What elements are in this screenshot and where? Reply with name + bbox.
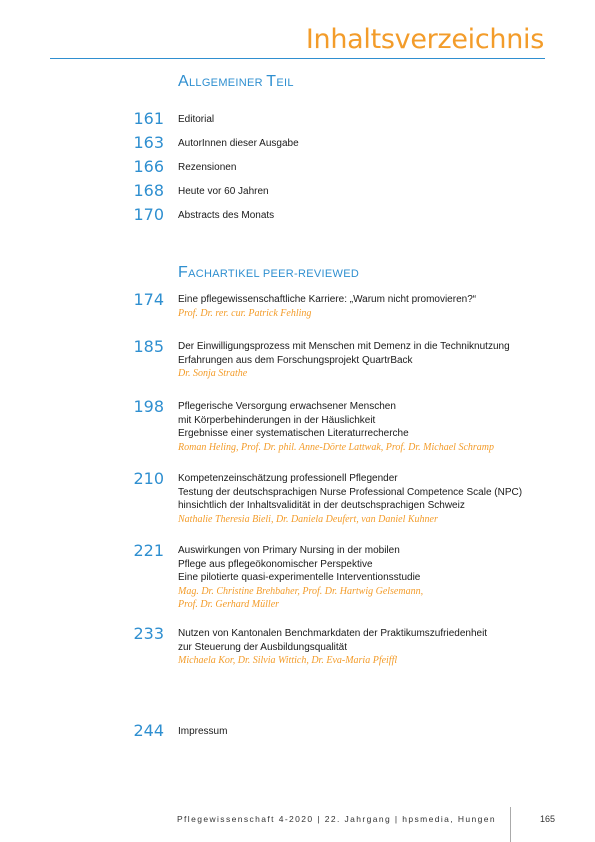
article-subtitle: Eine pilotierte quasi-experimentelle Interventionsstudie (178, 572, 421, 583)
article-subtitle: hinsichtlich der Inhaltsvalidität in der deutschsprachigen Schweiz (178, 500, 465, 511)
article-title: Der Einwilligungsprozess mit Menschen mit Demenz in die Techniknutzung (178, 341, 510, 352)
article-title: Auswirkungen von Primary Nursing in der mobilen (178, 545, 400, 556)
entry-title: Rezensionen (178, 162, 237, 173)
article-title: Kompetenzeinschätzung professionell Pflegender (178, 473, 398, 484)
entry-title: Editorial (178, 114, 215, 125)
page-number: 244 (133, 721, 164, 740)
article-title: Nutzen von Kantonalen Benchmarkdaten der Praktikumszufriedenheit (178, 628, 488, 639)
page-number: 170 (133, 205, 164, 224)
article-authors: Michaela Kor, Dr. Silvia Wittich, Dr. Eva-Maria Pfeiffl (178, 655, 398, 666)
page-number: 166 (133, 157, 164, 176)
article-subtitle: Testung der deutschsprachigen Nurse Professional Competence Scale (NPC) (178, 486, 523, 498)
page-number: 163 (133, 133, 164, 152)
page-number: 168 (133, 181, 164, 200)
article-authors: Mag. Dr. Christine Brehbaher, Prof. Dr. Hartwig Gelsemann, (178, 585, 424, 597)
entry-title: Abstracts des Monats (178, 210, 275, 221)
article-title: Eine pflegewissenschaftliche Karriere: „Warum nicht promovieren?“ (178, 294, 477, 305)
heading-initial: A (178, 73, 189, 90)
page-number: 174 (133, 290, 164, 309)
article-subtitle: Erfahrungen aus dem Forschungsprojekt QuartrBack (178, 354, 413, 366)
entry-title: AutorInnen dieser Ausgabe (178, 138, 299, 149)
article-title: zur Steuerung der Ausbildungsqualität (178, 641, 348, 653)
article-title: Pflege aus pflegeökonomischer Perspektive (178, 558, 373, 570)
article-authors: Prof. Dr. Gerhard Müller (178, 599, 280, 610)
entry-title: Impressum (178, 726, 228, 737)
article-subtitle: Ergebnisse einer systematischen Literaturrecherche (178, 428, 409, 439)
section-heading-peer (178, 264, 359, 282)
article-title: mit Körperbehinderungen in der Häuslichkeit (178, 414, 376, 426)
article-authors: Prof. Dr. rer. cur. Patrick Fehling (178, 307, 312, 319)
article-authors: Roman Heling, Prof. Dr. phil. Anne-Dörte Lattwak, Prof. Dr. Michael Schramp (178, 441, 494, 453)
section-heading-general (178, 73, 294, 91)
article-title: Pflegerische Versorgung erwachsener Menschen (178, 401, 396, 412)
heading-rest: LLGEMEINER (188, 77, 263, 89)
page-number: 210 (133, 469, 164, 488)
footer-divider (510, 807, 511, 842)
page-number: 198 (133, 397, 164, 416)
heading-initial: T (266, 73, 277, 90)
article-authors: Dr. Sonja Strathe (178, 368, 248, 379)
page-number: 161 (133, 109, 164, 128)
page-number: 221 (133, 541, 164, 560)
header-rule (50, 58, 545, 59)
page-number: 233 (133, 624, 164, 643)
heading-initial: F (178, 264, 189, 281)
heading-rest: ACHARTIKEL PEER-REVIEWED (188, 268, 360, 280)
entry-title: Heute vor 60 Jahren (178, 186, 269, 197)
heading-rest: EIL (276, 77, 294, 89)
article-authors: Nathalie Theresia Bieli, Dr. Daniela Deufert, van Daniel Kuhner (178, 513, 438, 525)
footer-publication-info: Pflegewissenschaft 4-2020 | 22. Jahrgang | hpsmedia, Hungen (176, 814, 496, 824)
page-number: 185 (133, 337, 164, 356)
footer-page-number: 165 (540, 814, 556, 824)
page-title: Inhaltsverzeichnis (305, 24, 544, 55)
